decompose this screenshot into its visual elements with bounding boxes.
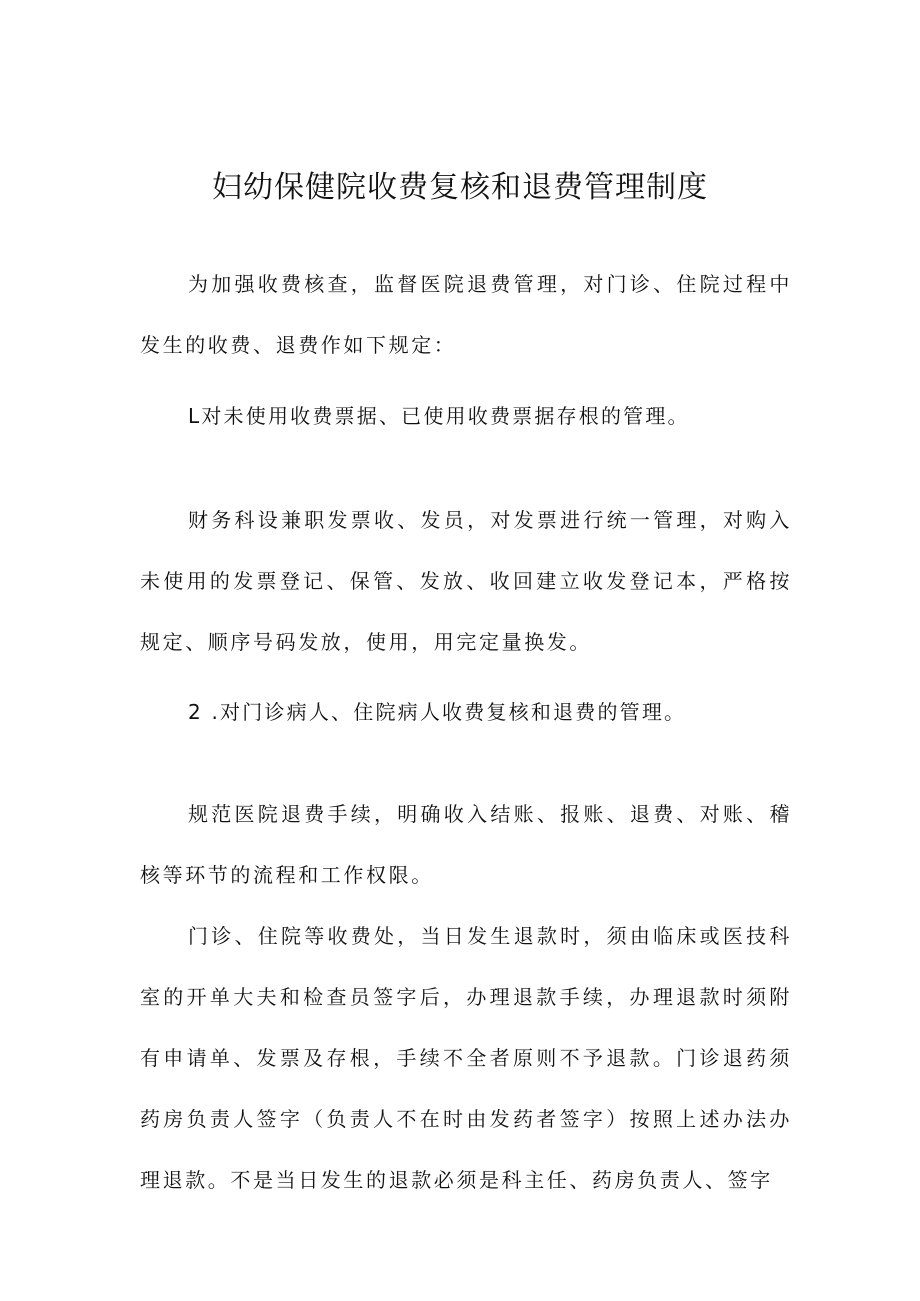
intro-paragraph: 为加强收费核查，监督医院退费管理，对门诊、住院过程中发生的收费、退费作如下规定： — [140, 272, 792, 357]
section-2-body: 规范医院退费手续，明确收入结账、报账、退费、对账、稽核等环节的流程和工作权限。 — [140, 802, 792, 887]
section-1-heading: L对未使用收费票据、已使用收费票据存根的管理。 — [188, 404, 690, 428]
section-1-body: 财务科设兼职发票收、发员，对发票进行统一管理，对购入未使用的发票登记、保管、发放、收回建立收发登记本，严格按规定、顺序号码发放，使用，用完定量换发。 — [140, 508, 792, 654]
document-title: 妇幼保健院收费复核和退费管理制度 — [212, 170, 708, 205]
section-2-heading: 2 .对门诊病人、住院病人收费复核和退费的管理。 — [188, 700, 687, 724]
refund-procedure-paragraph: 门诊、住院等收费处，当日发生退款时，须由临床或医技科室的开单大夫和检查员签字后，办理退款手续，办理退款时须附有申请单、发票及存根，手续不全者原则不予退款。门诊退药须药房负责人签字（负责人不在时由发药者签字）按照上述办法办理退款。不是当日发生的退款必须是科主任、药房负责人、签字 — [140, 924, 792, 1192]
